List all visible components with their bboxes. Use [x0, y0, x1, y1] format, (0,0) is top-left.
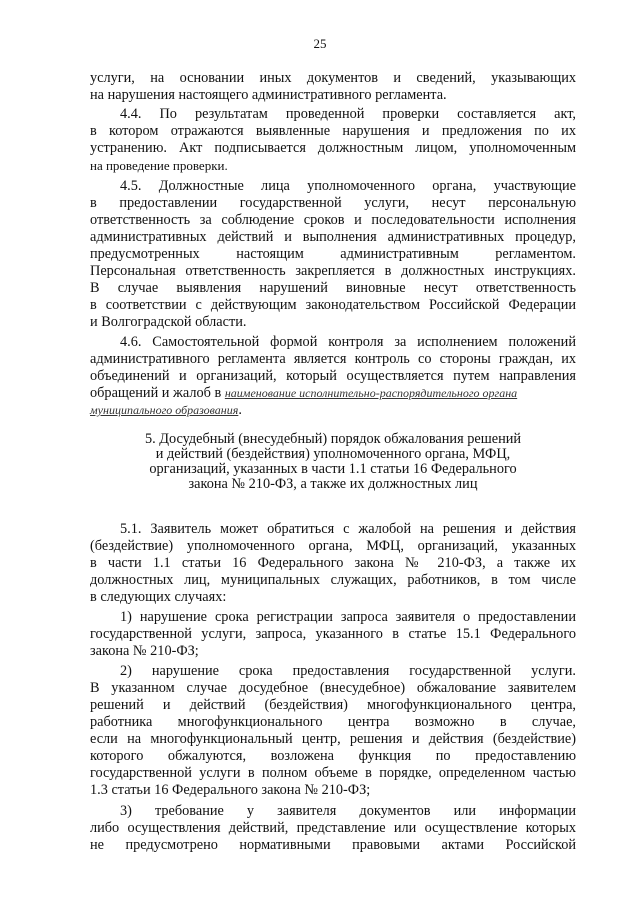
text-line: 1.3 статьи 16 Федерального закона № 210-ФЗ;	[90, 782, 371, 798]
text-line: (бездействие) уполномоченного органа, МФЦ, организаций, указанных	[90, 538, 576, 554]
text-line: государственной услуги в полном объеме в порядке, определенном частью	[90, 765, 576, 781]
section-heading-line: 5. Досудебный (внесудебный) порядок обжалования решений	[144, 431, 522, 447]
text-line: на нарушения настоящего административного регламента.	[90, 87, 447, 103]
text-line: и Волгоградской области.	[90, 314, 247, 330]
text-line: должностных лиц, муниципальных служащих, работников, в том числе	[90, 572, 576, 588]
text-line: предусмотренных настоящим административным регламентом.	[90, 246, 576, 262]
text-line: на проведение проверки.	[90, 158, 228, 173]
text-line: объединений и организаций, который осуществляется путем направления	[90, 368, 576, 384]
text-line: административных действий и выполнения административных процедур,	[90, 229, 576, 245]
text-line: в котором отражаются выявленные нарушения и предложения по их	[90, 123, 576, 139]
text-line: в части 1.1 статьи 16 Федерального закона № 210-ФЗ, а также их	[90, 555, 576, 571]
text-line: 2) нарушение срока предоставления государственной услуги.	[120, 663, 576, 679]
text-line: которого обжалуются, возложена функция по предоставлению	[90, 748, 576, 764]
text-line	[90, 402, 242, 419]
text-line: услуги, на основании иных документов и сведений, указывающих	[90, 70, 576, 86]
text-line: государственной услуги, запроса, указанного в статье 15.1 Федерального	[90, 626, 576, 642]
text-line: 4.4. По результатам проведенной проверки составляется акт,	[120, 106, 576, 122]
text-line: в предоставлении государственной услуги, несут персональную	[90, 195, 576, 211]
text-line: административного регламента является контроль со стороны граждан, их	[90, 351, 576, 367]
section-heading-line: закона № 210-ФЗ, а также их должностных лиц	[188, 476, 478, 492]
text-line: 5.1. Заявитель может обратиться с жалобой на решения и действия	[120, 521, 576, 537]
text-line: В случае выявления нарушений виновные несут ответственность	[90, 280, 576, 296]
text-line: 4.6. Самостоятельной формой контроля за исполнением положений	[120, 334, 576, 350]
text-line: В указанном случае досудебное (внесудебное) обжалование заявителем	[90, 680, 576, 696]
text-line: решений и действий (бездействия) многофункционального центра,	[90, 697, 576, 713]
text-line: 4.5. Должностные лица уполномоченного органа, участвующие	[120, 178, 576, 194]
text-line: либо осуществления действий, представление или осуществление которых	[90, 820, 576, 836]
text-line: закона № 210-ФЗ;	[90, 643, 199, 659]
section-heading-line: организаций, указанных в части 1.1 статьи 16 Федерального	[149, 461, 517, 477]
text-line: в соответствии с действующим законодательством Российской Федерации	[90, 297, 576, 313]
section-heading-line: и действий (бездействия) уполномоченного органа, МФЦ,	[155, 446, 511, 462]
underlined-placeholder: муниципального образования	[90, 403, 239, 417]
text-line: 3) требование у заявителя документов или информации	[120, 803, 576, 819]
text-line: в следующих случаях:	[90, 589, 227, 605]
text-fragment: .	[238, 402, 242, 418]
page-number: 25	[313, 36, 327, 51]
underlined-placeholder: наименование исполнительно-распорядительного органа	[224, 386, 518, 400]
text-line: Персональная ответственность закрепляется в должностных инструкциях.	[90, 263, 576, 279]
text-line: если на многофункциональный центр, решения и действия (бездействие)	[90, 731, 576, 747]
text-line	[90, 385, 517, 402]
text-fragment: обращений и жалоб в	[90, 385, 222, 401]
text-line: ответственность за соблюдение сроков и последовательности исполнения	[90, 212, 576, 228]
text-line: не предусмотрено нормативными правовыми актами Российской	[90, 837, 576, 853]
text-line: 1) нарушение срока регистрации запроса заявителя о предоставлении	[120, 609, 576, 625]
text-line: работника многофункционального центра возможно в случае,	[90, 714, 576, 730]
text-line: устранению. Акт подписывается должностным лицом, уполномоченным	[90, 140, 576, 156]
